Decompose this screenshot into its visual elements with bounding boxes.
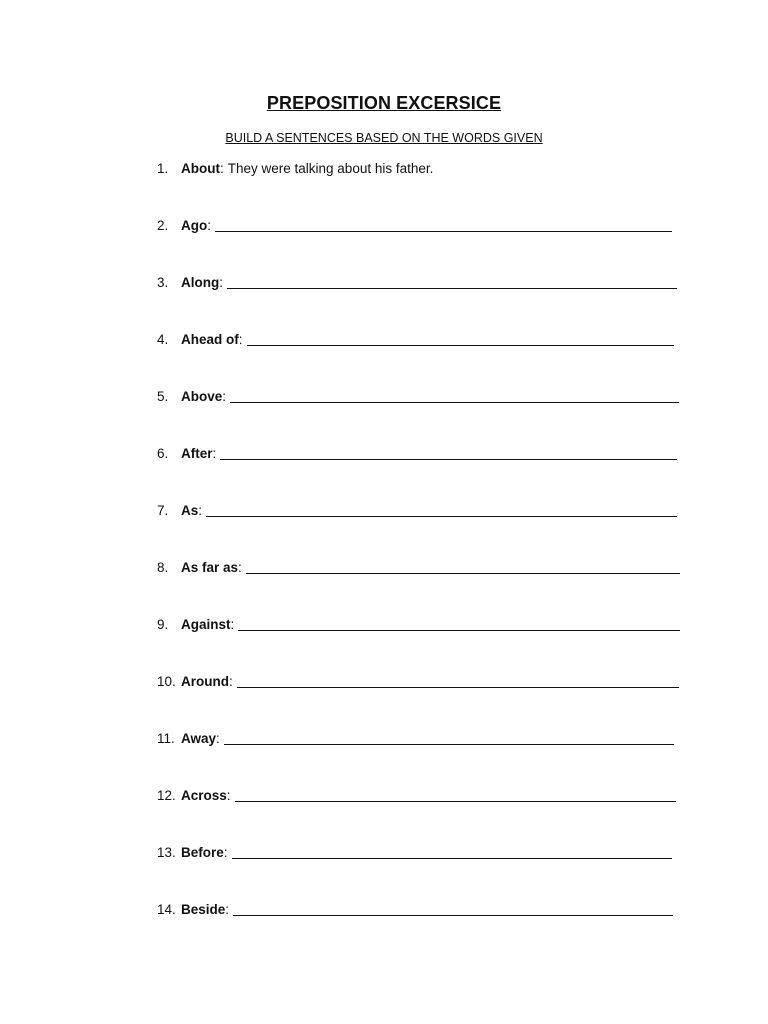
item-number: 11.: [157, 731, 175, 746]
item-number: 6.: [157, 446, 169, 461]
instructions-subtitle: BUILD A SENTENCES BASED ON THE WORDS GIVEN: [225, 131, 543, 145]
item-number: 2.: [157, 218, 169, 233]
item-number: 10.: [157, 674, 176, 689]
exercise-item: 3. Along :: [157, 274, 697, 331]
answer-blank-line[interactable]: [215, 217, 672, 232]
item-preposition: Ahead of: [181, 332, 239, 347]
exercise-item: 5. Above :: [157, 388, 697, 445]
item-preposition: Away: [181, 731, 217, 746]
exercise-item: 4. Ahead of :: [157, 331, 697, 388]
item-preposition: As: [181, 503, 199, 518]
exercise-item: 10. Around :: [157, 673, 697, 730]
item-preposition: Beside: [181, 902, 226, 917]
item-number: 5.: [157, 389, 169, 404]
item-preposition: Ago: [181, 218, 208, 233]
answer-blank-line[interactable]: [237, 673, 679, 688]
item-preposition: After: [181, 446, 213, 461]
item-preposition: Above: [181, 389, 223, 404]
item-answer: They were talking about his father.: [227, 161, 434, 176]
item-preposition: Across: [181, 788, 227, 803]
exercise-item: 13. Before :: [157, 844, 697, 901]
answer-blank-line[interactable]: [246, 559, 680, 574]
answer-blank-line[interactable]: [247, 331, 674, 346]
item-number: 13.: [157, 845, 176, 860]
item-number: 9.: [157, 617, 169, 632]
answer-blank-line[interactable]: [224, 730, 674, 745]
answer-blank-line[interactable]: [230, 388, 679, 403]
exercise-item: 14. Beside :: [157, 901, 697, 958]
exercise-item: 9. Against :: [157, 616, 697, 673]
item-preposition: About: [181, 161, 220, 176]
answer-blank-line[interactable]: [238, 616, 680, 631]
item-preposition: Around: [181, 674, 229, 689]
answer-blank-line[interactable]: [206, 502, 677, 517]
item-number: 12.: [157, 788, 176, 803]
exercise-item: 11. Away :: [157, 730, 697, 787]
exercise-item: 2. Ago :: [157, 217, 697, 274]
answer-blank-line[interactable]: [220, 445, 677, 460]
answer-blank-line[interactable]: [235, 787, 676, 802]
page-title: PREPOSITION EXCERSICE: [266, 93, 502, 113]
answer-blank-line[interactable]: [227, 274, 677, 289]
exercise-item: 6. After :: [157, 445, 697, 502]
answer-blank-line[interactable]: [232, 844, 672, 859]
answer-blank-line[interactable]: [233, 901, 673, 916]
exercise-item: 7. As :: [157, 502, 697, 559]
item-number: 8.: [157, 560, 169, 575]
item-preposition: As far as: [181, 560, 239, 575]
item-preposition: Against: [181, 617, 231, 632]
item-number: 14.: [157, 902, 176, 917]
item-preposition: Before: [181, 845, 224, 860]
exercise-list: [157, 160, 697, 958]
item-number: 4.: [157, 332, 169, 347]
item-number: 3.: [157, 275, 169, 290]
exercise-item: 1. About : They were talking about his father.: [157, 161, 434, 176]
item-number: 7.: [157, 503, 169, 518]
item-preposition: Along: [181, 275, 220, 290]
exercise-item: 8. As far as :: [157, 559, 697, 616]
exercise-item: 12. Across :: [157, 787, 697, 844]
item-number: 1.: [157, 161, 169, 176]
